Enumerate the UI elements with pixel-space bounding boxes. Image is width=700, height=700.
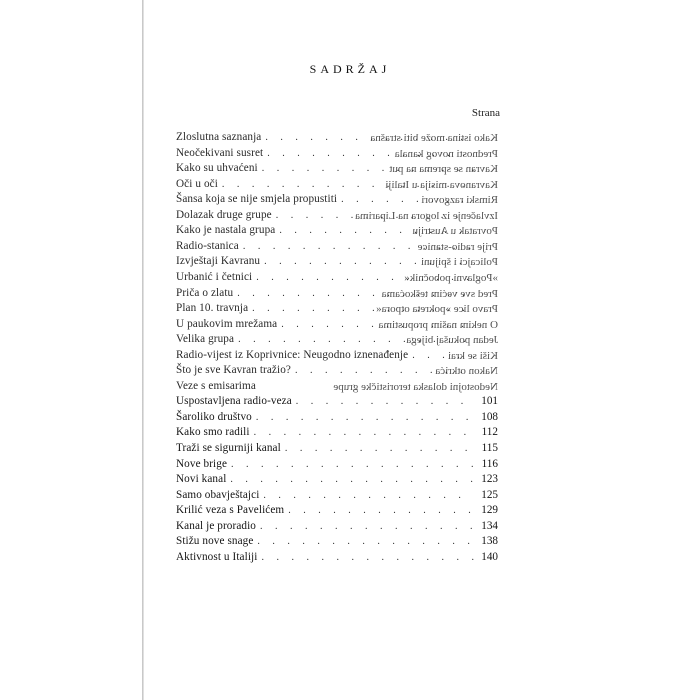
toc-entry-title: Kako su uhvaćeni: [176, 162, 258, 175]
toc-entry: [176, 363, 498, 378]
bleed-through-line: O nekim našim propustima: [378, 318, 498, 331]
page-title: SADRŽAJ: [309, 62, 391, 76]
toc-leader-dots: [256, 270, 474, 285]
bleed-through-line: Kavran se sprema na put: [389, 163, 498, 176]
toc-entry: [176, 410, 498, 425]
bleed-through-line: Nakon otkrića: [435, 365, 498, 378]
toc-leader-dots: [256, 410, 474, 425]
toc-entry-page: 101: [481, 395, 498, 408]
toc-entry: [176, 208, 498, 223]
bleed-through-line: Povratak u Austriju: [412, 225, 498, 238]
toc-entry-page: 125: [481, 488, 498, 501]
toc-entry-title: Aktivnost u Italiji: [176, 550, 258, 563]
toc-entry-title: Urbanić i četnici: [176, 270, 253, 283]
toc-entry-title: Šaroliko društvo: [176, 410, 252, 423]
toc-leader-dots: [222, 177, 474, 192]
bleed-through-line: Pravo lice »pokreta otpora«: [376, 303, 498, 316]
toc-entry-title: Veze s emisarima: [176, 379, 256, 392]
toc-entry: [176, 254, 498, 269]
toc-entry-title: Novi kanal: [176, 473, 227, 486]
toc-entry: [176, 425, 498, 440]
toc-leader-dots: [341, 192, 474, 207]
toc-entry-title: Plan 10. travnja: [176, 302, 249, 315]
bleed-through-line: Kiši se krai: [447, 349, 498, 362]
toc-leader-dots: [295, 363, 474, 378]
toc-entry: [176, 457, 498, 472]
bleed-through-line: Jedan pokušaj bijega: [406, 334, 498, 347]
page-binding-edge: [142, 0, 144, 700]
toc-leader-dots: [267, 146, 474, 161]
toc-entry: [176, 146, 498, 161]
toc-entry: [176, 488, 498, 503]
toc-entry-page: 108: [481, 410, 498, 423]
bleed-through-line: »Poglavni pobočnik«: [404, 271, 498, 284]
toc-entry: [176, 519, 498, 534]
toc-leader-dots: [230, 472, 474, 487]
toc-entry-title: Što je sve Kavran tražio?: [176, 364, 291, 377]
toc-entry-title: Radio-stanica: [176, 239, 239, 252]
toc-entry-title: Zloslutna saznanja: [176, 131, 262, 143]
bleed-through-line: Prednosti novog kanala: [394, 147, 498, 160]
bleed-through-line: Kako istina može biti strašna: [370, 132, 498, 144]
toc-leader-dots: [264, 254, 474, 269]
toc-entry-title: Oči u oči: [176, 177, 218, 190]
toc-entry: [176, 317, 498, 332]
toc-entry: [176, 534, 498, 549]
toc-leader-dots: [296, 394, 474, 409]
toc-entry-title: Krilić veza s Pavelićem: [176, 504, 285, 517]
toc-entry-page: 112: [481, 426, 498, 439]
toc-entry-title: Stižu nove snage: [176, 535, 254, 548]
toc-leader-dots: [237, 286, 474, 301]
toc-leader-dots: [257, 534, 474, 549]
toc-entry: [176, 239, 498, 254]
toc-leader-dots: [263, 488, 474, 503]
toc-entry: [176, 130, 498, 145]
toc-entry-page: 129: [481, 504, 498, 517]
toc-entry: [176, 223, 498, 238]
toc-entry-title: Traži se sigurniji kanal: [176, 442, 281, 454]
toc-leader-dots: [261, 550, 474, 565]
toc-entry: [176, 503, 498, 518]
toc-leader-dots: [260, 519, 474, 534]
toc-leader-dots: [285, 441, 474, 456]
toc-entry-page: 123: [481, 473, 498, 486]
toc-entry: [176, 286, 498, 301]
toc-entry: [176, 472, 498, 487]
bleed-through-line: Nedostojni dolaska terorističke grupe: [333, 380, 498, 393]
toc-entry-page: 115: [481, 442, 498, 454]
toc-entry-title: Kako smo radili: [176, 426, 250, 439]
toc-leader-dots: [254, 425, 474, 440]
toc-leader-dots: [276, 208, 474, 223]
toc-entry: [176, 192, 498, 207]
toc-leader-dots: [412, 348, 474, 363]
toc-leader-dots: [279, 223, 474, 238]
toc-entry-title: Nove brige: [176, 457, 228, 470]
toc-entry: [176, 348, 498, 363]
toc-entry-title: Kanal je proradio: [176, 519, 256, 532]
bleed-through-line: Izvlačenje iz logora na Liparima: [355, 209, 498, 222]
toc-entry: [176, 270, 498, 285]
toc-entry-title: Neočekivani susret: [176, 146, 264, 159]
toc-entry-title: Izvještaji Kavranu: [176, 255, 261, 268]
toc-entry: [176, 550, 498, 565]
toc-entry: [176, 177, 498, 192]
toc-entry-page: 140: [481, 550, 498, 563]
toc-entry: [176, 332, 498, 347]
bleed-through-line: Policajci i špijuni: [421, 256, 498, 269]
toc-entry-title: Kako je nastala grupa: [176, 224, 276, 237]
toc-entry-page: 138: [481, 535, 498, 548]
toc-leader-dots: [238, 332, 474, 347]
toc-leader-dots: [281, 317, 474, 332]
toc-leader-dots: [265, 130, 474, 145]
toc-leader-dots: [262, 161, 474, 176]
bleed-through-line: Pred sve većim teškoćama: [381, 287, 498, 300]
bleed-through-line: Prije radio-stanice: [417, 240, 498, 253]
page-column-label: Strana: [471, 107, 500, 119]
toc-entry-title: Uspostavljena radio-veza: [176, 395, 292, 408]
toc-leader-dots: [243, 239, 474, 254]
toc-entry: [176, 301, 498, 316]
toc-entry-title: Priča o zlatu: [176, 286, 234, 299]
bleed-through-line: Kavranova misija u Italiji: [385, 178, 498, 191]
toc-entry-title: Radio-vijest iz Koprivnice: Neugodno iznenađenje: [176, 348, 409, 361]
toc-entry-title: Šansa koja se nije smjela propustiti: [176, 193, 338, 206]
toc-entry: [176, 441, 498, 456]
toc-entry: [176, 394, 498, 409]
toc-entry-title: Velika grupa: [176, 333, 235, 346]
toc-entry-page: 134: [481, 519, 498, 532]
toc-entry-page: 116: [481, 457, 498, 470]
toc-leader-dots: [231, 457, 474, 472]
toc-entry-title: Dolazak druge grupe: [176, 208, 272, 221]
toc-leader-dots: [252, 301, 474, 316]
bleed-through-line: Rimski razgovori: [421, 194, 498, 207]
toc-entry: [176, 379, 498, 394]
toc-entry: [176, 161, 498, 176]
toc-leader-dots: [288, 503, 474, 518]
toc-entry-title: U paukovim mrežama: [176, 317, 278, 330]
toc-entry-title: Samo obavještajci: [176, 488, 260, 501]
